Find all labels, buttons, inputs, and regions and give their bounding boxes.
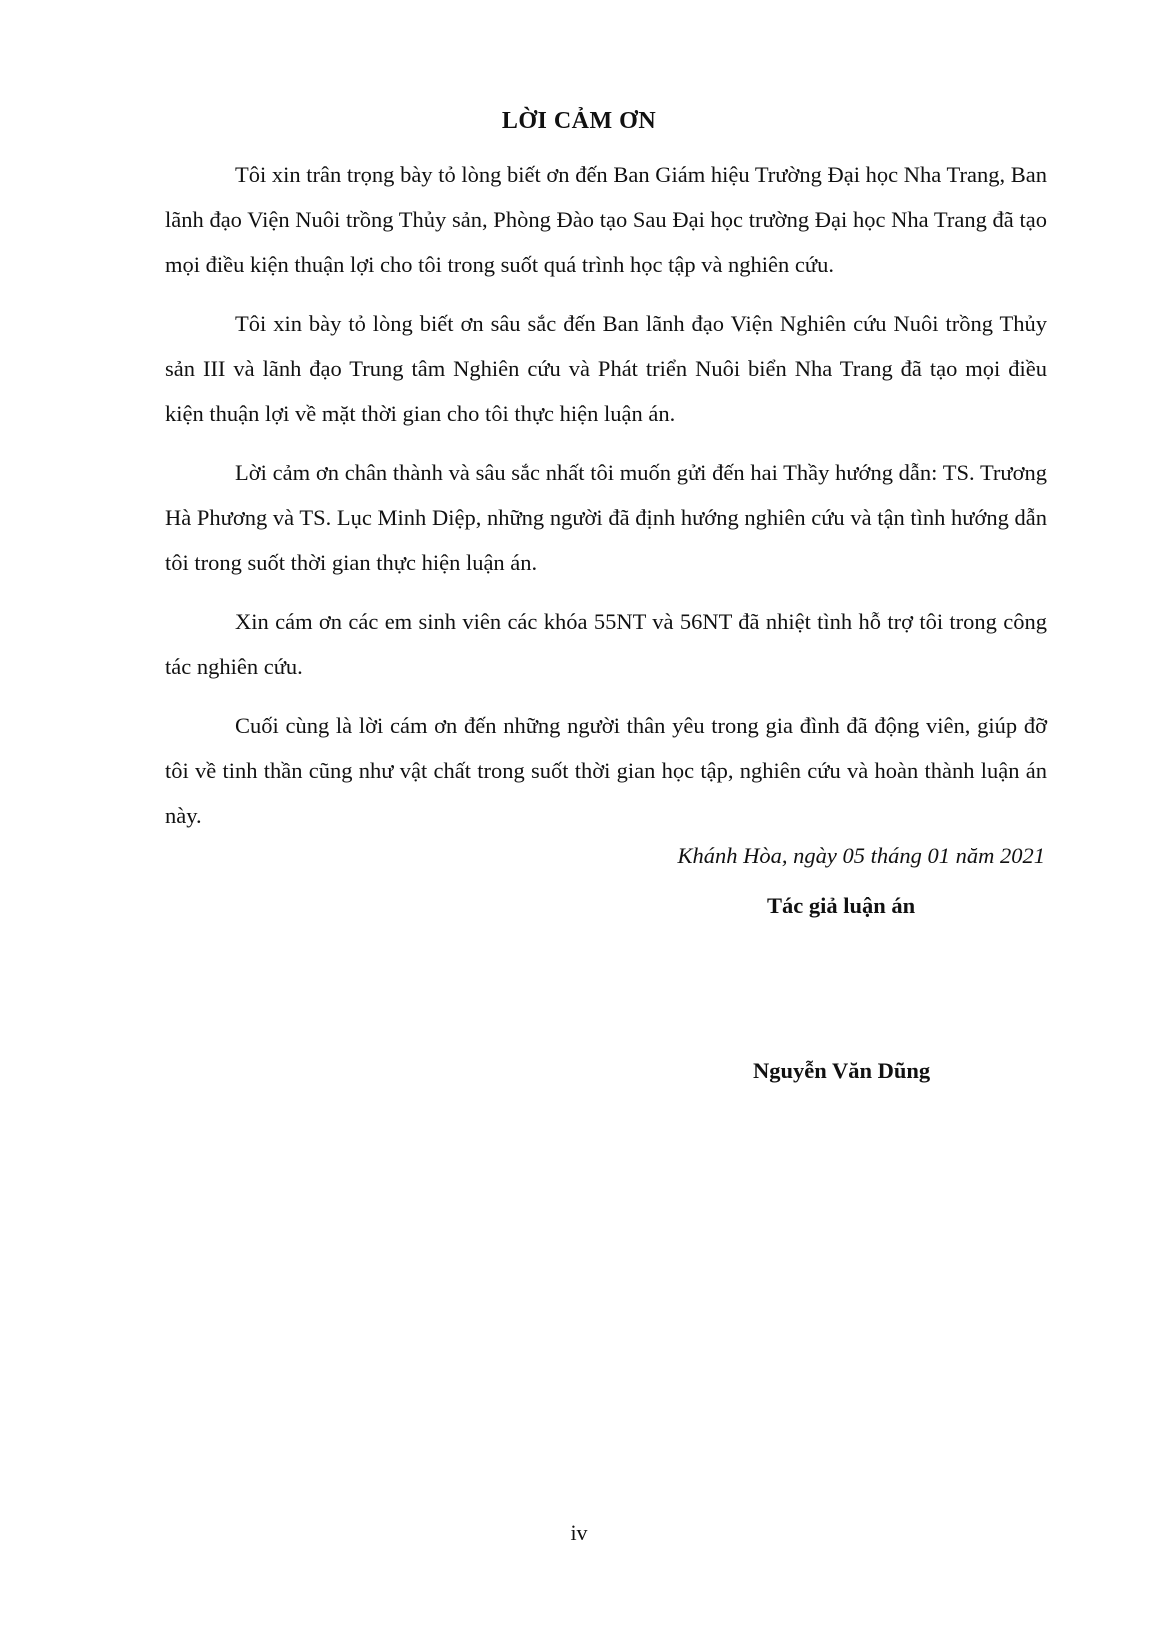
page-title: LỜI CẢM ƠN (501, 108, 657, 134)
paragraph: Xin cám ơn các em sinh viên các khóa 55NT và 56NT đã nhiệt tình hỗ trợ tôi trong công tác nghiên cứu. (165, 609, 1047, 679)
author-name: Nguyễn Văn Dũng (753, 1058, 931, 1083)
place-date: Khánh Hòa, ngày 05 tháng 01 năm 2021 (677, 843, 1045, 868)
acknowledgement-body (165, 152, 1047, 852)
paragraph: Tôi xin bày tỏ lòng biết ơn sâu sắc đến Ban lãnh đạo Viện Nghiên cứu Nuôi trồng Thủy sản III và lãnh đạo Trung tâm Nghiên cứu và Phát triển Nuôi biển Nha Trang đã tạo mọi điều kiện thuận lợi về mặt thời gian cho tôi thực hiện luận án. (165, 311, 1047, 426)
paragraph: Tôi xin trân trọng bày tỏ lòng biết ơn đến Ban Giám hiệu Trường Đại học Nha Trang, Ban lãnh đạo Viện Nuôi trồng Thủy sản, Phòng Đào tạo Sau Đại học trường Đại học Nha Trang đã tạo mọi điều kiện thuận lợi cho tôi trong suốt quá trình học tập và nghiên cứu. (165, 162, 1047, 277)
paragraph: Lời cảm ơn chân thành và sâu sắc nhất tôi muốn gửi đến hai Thầy hướng dẫn: TS. Trương Hà Phương và TS. Lục Minh Diệp, những người đã định hướng nghiên cứu và tận tình hướng dẫn tôi trong suốt thời gian thực hiện luận án. (165, 460, 1047, 575)
paragraph: Cuối cùng là lời cám ơn đến những người thân yêu trong gia đình đã động viên, giúp đỡ tôi về tinh thần cũng như vật chất trong suốt thời gian học tập, nghiên cứu và hoàn thành luận án này. (165, 713, 1047, 828)
author-role: Tác giả luận án (767, 893, 916, 918)
page-number: iv (570, 1520, 588, 1545)
